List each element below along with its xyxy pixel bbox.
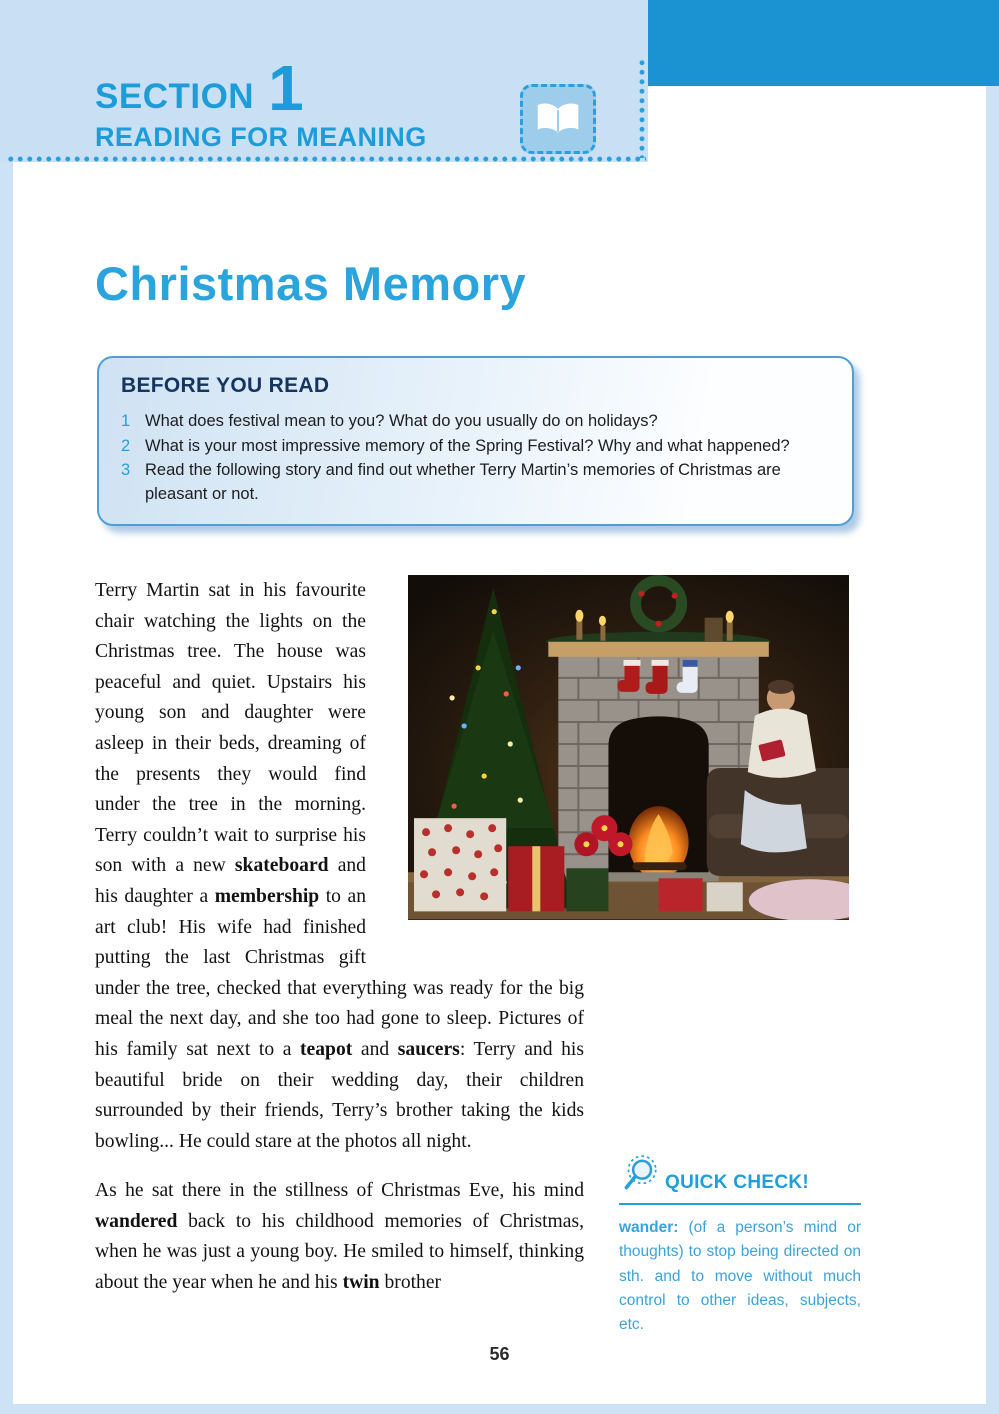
page-number: 56 [489,1344,510,1364]
question-number: 3 [121,461,131,479]
section-heading [95,52,427,153]
story-body [95,576,584,1318]
section-label: SECTION [95,77,255,117]
open-book-icon [520,84,596,154]
question-item [121,459,830,506]
question-text: Read the following story and find out whether Terry Martin’s memories of Christmas are pleasant or not. [145,461,781,503]
question-text: What does festival mean to you? What do you usually do on holidays? [145,412,658,430]
dotted-divider-vertical [638,58,646,158]
before-you-read-box [97,356,854,526]
page-border-bottom [0,1404,999,1414]
header-corner-block [648,0,999,86]
section-subtitle: READING FOR MEANING [95,122,427,153]
quick-check-title: QUICK CHECK! [665,1171,809,1193]
page-border-left [0,0,13,1414]
glossary-definition: wander: (of a person’s mind or thoughts) to stop being directed on sth. and to move without much control to other ideas, subjects, etc. [619,1219,861,1334]
story-paragraph-2: As he sat there in the stillness of Christmas Eve, his mind wandered back to his childhood memories of Christmas, when he was just a young boy. He smiled to himself, thinking about the year when he and his twin brother [95,1180,584,1294]
quick-check-divider [619,1203,861,1205]
question-number: 1 [121,412,131,430]
page-border-right [986,0,999,1414]
before-you-read-title: BEFORE YOU READ [121,374,330,397]
question-item [121,410,830,434]
story-paragraph-1: Terry Martin sat in his favourite chair watching the lights on the Christmas tree. The house was peaceful and quiet. Upstairs his young son and daughter were asleep in their beds, dreaming of the presents they would find under the tree in the morning. Terry couldn’t wait to surprise his son with a new skateboard and his daughter a membership to an art club! His wife had finished putting the last Christmas gift under the tree, checked that everything was ready for the big meal the next day, and she too had gone to sleep. Pictures of his family sat next to a teapot and saucers: Terry and his beautiful bride on their wedding day, their children surrounded by their friends, Terry’s brother taking the kids bowling... He could stare at the photos all night. [95,576,584,1157]
question-item [121,435,830,459]
christmas-scene-image [408,575,849,920]
question-number: 2 [121,436,131,455]
question-text: What is your most impressive memory of the Spring Festival? Why and what happened? [145,436,790,455]
page-title: Christmas Memory [95,257,527,310]
dotted-divider-horizontal [6,155,646,163]
quick-check-panel [619,1154,861,1337]
section-number: 1 [268,52,304,124]
magnifier-icon [619,1154,661,1201]
